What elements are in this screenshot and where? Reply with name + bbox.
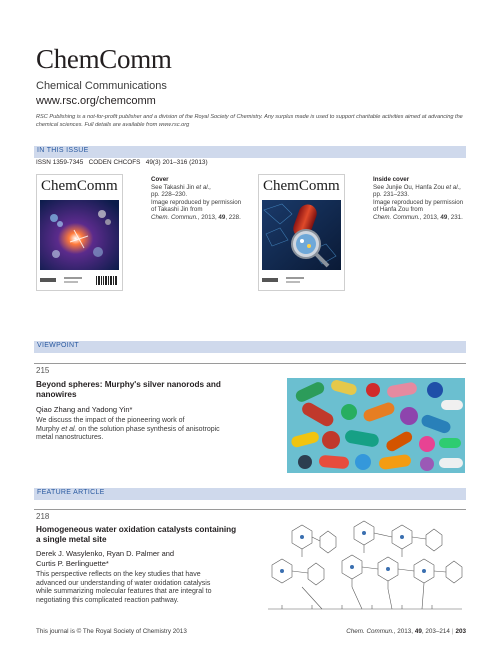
inside-cover-credit-1: Image reproduced by permission <box>373 198 464 206</box>
footer-citation: Chem. Commun., 2013, 49, 203–214 | 203 <box>346 628 466 635</box>
cover-artwork <box>40 200 119 270</box>
footer-copyright: This journal is © The Royal Society of Chemistry 2013 <box>36 628 187 635</box>
viewpoint-rule <box>34 363 466 364</box>
inside-cover-caption <box>373 176 465 222</box>
publisher-blurb: RSC Publishing is a not-for-profit publisher and a division of the Royal Society of Chemistry. Any surplus made is used to support charitable activities aimed at advancing the chemical sciences. Full details are available from www.rsc.org <box>36 114 463 128</box>
journal-brand: ChemComm <box>36 44 172 74</box>
inside-cover-artwork <box>262 200 341 270</box>
cover-journal-name: ChemComm <box>41 178 118 194</box>
issn-line <box>36 159 208 166</box>
viewpoint-page-number[interactable]: 215 <box>36 366 50 375</box>
inside-cover-label: Inside cover <box>373 176 410 183</box>
cover-credit-2: of Takashi Jin from <box>151 206 203 214</box>
inside-cover-journal-name: ChemComm <box>263 178 340 194</box>
section-bar-feature-article <box>34 488 466 500</box>
viewpoint-graphic-pills <box>287 378 465 473</box>
viewpoint-authors: Qiao Zhang and Yadong Yin* <box>36 405 133 414</box>
cover-image <box>36 174 123 291</box>
section-heading: FEATURE ARTICLE <box>37 489 105 496</box>
volume-info: 49(3) 201–316 (2013) <box>145 159 208 166</box>
inside-cover-image <box>258 174 345 291</box>
feature-abstract: This perspective reflects on the key studies that have advanced our understanding of water oxidation catalysis while summarizing molecular features that are integral to negotiating this complicated reaction pathway. <box>36 571 212 604</box>
cover-label: Cover <box>151 176 169 183</box>
section-bar-in-this-issue <box>34 146 466 158</box>
inside-cover-credit-2: of Hanfa Zou from <box>373 206 423 214</box>
viewpoint-abstract: We discuss the impact of the pioneering work of Murphy et al. on the solution phase synthesis of anisotropic metal nanostructures. <box>36 417 220 442</box>
journal-subtitle: Chemical Communications <box>36 80 167 92</box>
cover-caption <box>151 176 243 222</box>
feature-rule <box>34 509 466 510</box>
feature-graphic-catalysts <box>262 517 466 615</box>
section-heading: IN THIS ISSUE <box>37 147 89 154</box>
cover-footer-strip <box>40 275 119 287</box>
journal-url[interactable]: www.rsc.org/chemcomm <box>36 95 156 107</box>
issn: ISSN 1359-7345 <box>36 159 84 166</box>
cover-citation: Chem. Commun., 2013, 49, 228. <box>151 213 241 221</box>
feature-page-number[interactable]: 218 <box>36 512 50 521</box>
footer-page-number: 203 <box>455 628 466 635</box>
viewpoint-title[interactable]: Beyond spheres: Murphy's silver nanorods and nanowires <box>36 380 221 399</box>
cover-pages: pp. 228–230. <box>151 191 188 199</box>
inside-cover-pages: pp. 231–233. <box>373 191 410 199</box>
feature-authors: Derek J. Wasylenko, Ryan D. Palmer and Curtis P. Berlinguette* <box>36 549 175 568</box>
inside-cover-citation: Chem. Commun., 2013, 49, 231. <box>373 213 463 221</box>
inside-cover-see-line: See Junjie Ou, Hanfa Zou et al., <box>373 183 462 191</box>
inside-cover-footer-strip <box>262 275 341 287</box>
section-heading: VIEWPOINT <box>37 342 79 349</box>
footer-separator: | <box>451 628 454 635</box>
coden: CODEN CHCOFS <box>88 159 141 166</box>
cover-see-line: See Takashi Jin et al., <box>151 183 212 191</box>
feature-title[interactable]: Homogeneous water oxidation catalysts containing a single metal site <box>36 525 237 544</box>
cover-credit-1: Image reproduced by permission <box>151 198 242 206</box>
section-bar-viewpoint <box>34 341 466 353</box>
